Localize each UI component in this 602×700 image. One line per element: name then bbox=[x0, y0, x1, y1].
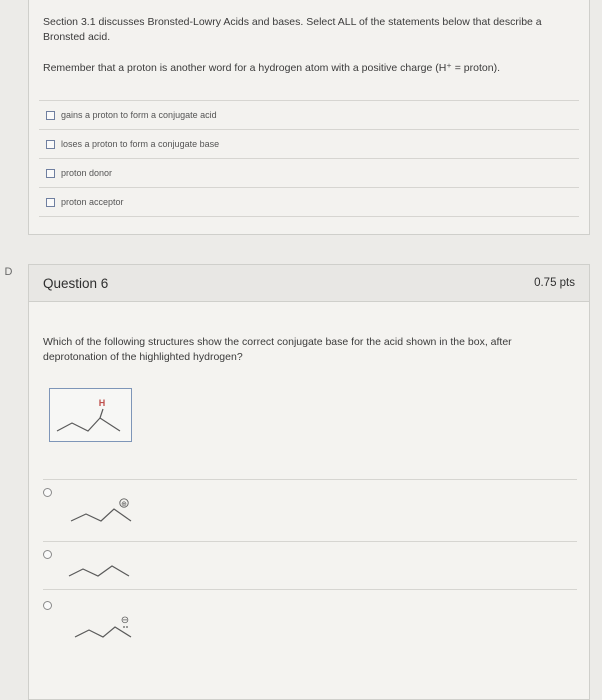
highlighted-hydrogen-label: H bbox=[98, 398, 106, 408]
answer-option-4[interactable] bbox=[39, 187, 579, 217]
checkbox[interactable] bbox=[46, 198, 55, 207]
question-points: 0.75 pts bbox=[534, 277, 575, 289]
checkbox[interactable] bbox=[46, 111, 55, 120]
negative-charge-label: ⊖ bbox=[120, 615, 130, 626]
positive-charge-label: ⊕ bbox=[121, 500, 127, 508]
option-divider bbox=[43, 589, 577, 590]
question-text: Section 3.1 discusses Bronsted-Lowry Acids and bases. Select ALL of the statements below that describe a Bronsted acid. bbox=[43, 16, 542, 43]
radio-button[interactable] bbox=[43, 488, 52, 497]
question-status-marker: D bbox=[4, 266, 13, 278]
question-header bbox=[29, 265, 589, 302]
option-a-structure bbox=[69, 493, 149, 533]
option-c-structure bbox=[69, 605, 149, 645]
acid-structure-box bbox=[49, 388, 132, 442]
radio-button[interactable] bbox=[43, 601, 52, 610]
option-b-structure bbox=[69, 557, 149, 587]
question-text: Which of the following structures show the correct conjugate base for the acid shown in the box, after deprotonation of the highlighted hydrogen? bbox=[43, 336, 512, 363]
option-divider bbox=[43, 479, 577, 480]
question-reminder: Remember that a proton is another word for a hydrogen atom with a positive charge (H⁺ = proton). bbox=[43, 62, 500, 74]
question-title: Question 6 bbox=[43, 275, 109, 291]
answer-option-1[interactable] bbox=[39, 100, 579, 129]
answer-label: gains a proton to form a conjugate acid bbox=[61, 110, 217, 120]
answer-list bbox=[39, 100, 579, 217]
radio-button[interactable] bbox=[43, 550, 52, 559]
answer-label: proton donor bbox=[61, 168, 113, 178]
answer-label: proton acceptor bbox=[61, 197, 124, 207]
acid-structure-drawing bbox=[50, 389, 131, 441]
option-divider bbox=[43, 541, 577, 542]
checkbox[interactable] bbox=[46, 140, 55, 149]
answer-option-2[interactable] bbox=[39, 129, 579, 158]
previous-question-card bbox=[28, 0, 590, 235]
checkbox[interactable] bbox=[46, 169, 55, 178]
answer-option-3[interactable] bbox=[39, 158, 579, 187]
answer-label: loses a proton to form a conjugate base bbox=[61, 139, 220, 149]
question-6-card bbox=[28, 264, 590, 700]
